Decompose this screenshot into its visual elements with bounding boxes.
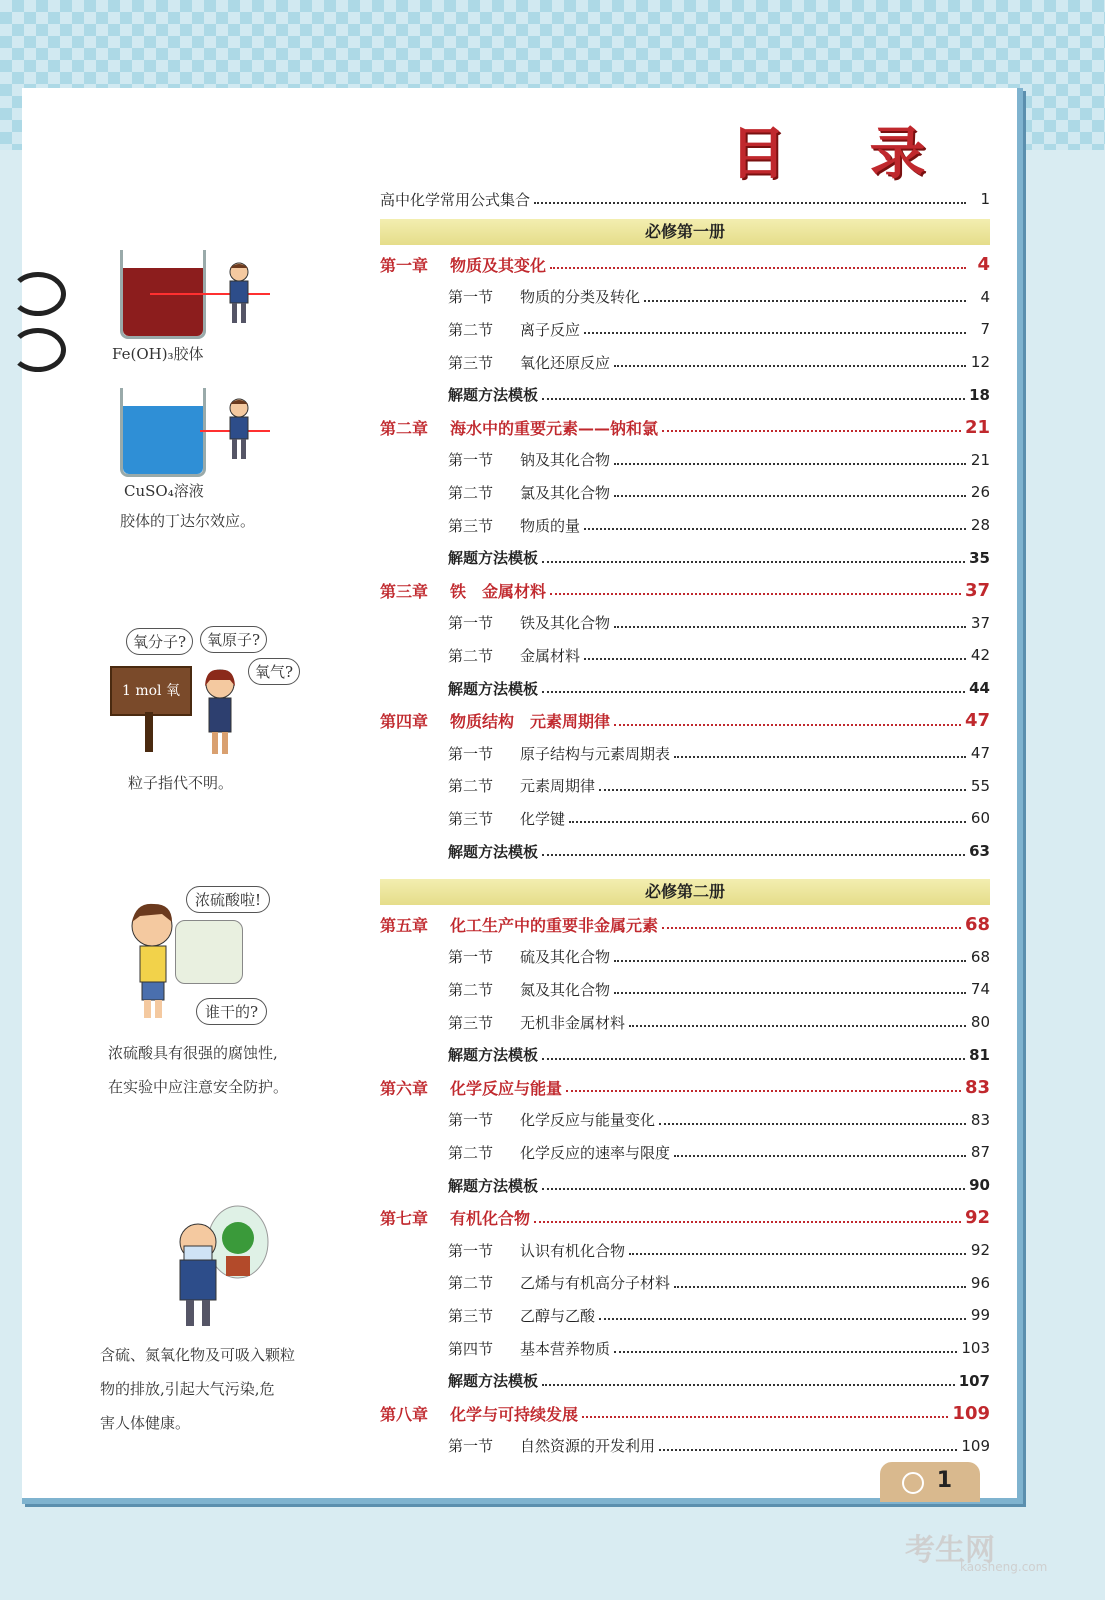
page-ref: 55 xyxy=(970,776,990,795)
section-title: 化学反应的速率与限度 xyxy=(520,1143,671,1162)
page-ref: 99 xyxy=(970,1306,990,1325)
toc-section xyxy=(380,512,990,538)
page-ref: 18 xyxy=(969,385,990,404)
toc-method xyxy=(380,1368,990,1394)
chapter-title: 化工生产中的重要非金属元素 xyxy=(450,915,659,935)
toc-section xyxy=(380,316,990,342)
section-title: 认识有机化合物 xyxy=(520,1241,626,1260)
section-title: 离子反应 xyxy=(520,320,581,339)
leader-dots xyxy=(569,821,966,823)
leader-dots xyxy=(542,398,965,400)
chapter-title: 物质结构 元素周期律 xyxy=(450,712,611,732)
beaker2-caption: CuSO₄溶液 xyxy=(124,482,204,500)
leader-dots xyxy=(614,463,966,465)
toc-section xyxy=(380,349,990,375)
leader-dots xyxy=(542,854,965,856)
toc-method xyxy=(380,545,990,571)
section-number: 第二节 xyxy=(448,980,494,999)
pollution-caption-line3: 害人体健康。 xyxy=(100,1414,191,1432)
section-number: 第一节 xyxy=(448,1241,494,1260)
chapter-title: 海水中的重要元素——钠和氯 xyxy=(450,418,659,438)
page-ref: 28 xyxy=(970,516,990,534)
chapter-title: 有机化合物 xyxy=(450,1209,531,1229)
toc-section xyxy=(380,447,990,473)
leader-dots xyxy=(566,1090,961,1092)
section-number: 第一节 xyxy=(448,288,494,307)
leader-dots xyxy=(542,1058,965,1060)
person-icon xyxy=(222,398,256,458)
toc-section-label xyxy=(448,449,610,470)
page-ref: 92 xyxy=(964,1207,990,1229)
leader-dots xyxy=(584,528,966,530)
toc-method xyxy=(380,382,990,408)
leader-dots xyxy=(584,658,966,660)
page-ref: 81 xyxy=(969,1045,990,1064)
leader-dots xyxy=(614,724,961,726)
section-number: 第一节 xyxy=(448,744,494,763)
page-ref: 4 xyxy=(977,253,990,275)
toc-chapter xyxy=(380,251,990,277)
speech-bubble: 谁干的? xyxy=(196,998,267,1025)
toc-section xyxy=(380,976,990,1002)
section-number: 第一节 xyxy=(448,1111,494,1130)
watermark-logo: 考生网 xyxy=(905,1533,995,1568)
binder-ring-icon xyxy=(10,328,66,372)
lab-coat-icon xyxy=(175,920,243,984)
section-title: 铁及其化合物 xyxy=(520,614,611,633)
toc-chapter-label xyxy=(380,253,546,276)
section-title: 物质的分类及转化 xyxy=(520,288,641,307)
section-number: 第二节 xyxy=(448,1143,494,1162)
page-ref: 21 xyxy=(970,450,990,469)
page-ref: 37 xyxy=(970,613,990,632)
speech-bubble: 浓硫酸啦! xyxy=(186,886,270,913)
leader-dots xyxy=(614,960,966,962)
section-number: 第一节 xyxy=(448,948,494,967)
page-ref: 74 xyxy=(970,980,990,999)
section-title: 基本营养物质 xyxy=(520,1339,611,1358)
entry-title: 高中化学常用公式集合 xyxy=(380,190,531,209)
leader-dots xyxy=(614,365,966,367)
chapter-number: 第八章 xyxy=(380,1404,429,1424)
toc-section xyxy=(380,610,990,636)
toc-chapter xyxy=(380,708,990,734)
toc-chapter-label xyxy=(380,709,610,732)
toc-section-label xyxy=(448,946,610,967)
particle-caption: 粒子指代不明。 xyxy=(128,774,234,792)
leader-dots xyxy=(542,1384,955,1386)
chapter-title: 物质及其变化 xyxy=(450,255,547,275)
section-title: 乙烯与有机高分子材料 xyxy=(520,1274,671,1293)
method-title: 解题方法模板 xyxy=(448,842,539,861)
beaker1-caption: Fe(OH)₃胶体 xyxy=(112,345,204,363)
toc-section xyxy=(380,479,990,505)
leader-dots xyxy=(614,992,966,994)
page-ref: 47 xyxy=(970,744,990,763)
swirl-icon xyxy=(902,1472,924,1494)
toc-section-label xyxy=(448,1305,595,1326)
leader-dots xyxy=(662,927,961,929)
girl-icon xyxy=(200,668,240,758)
leader-dots xyxy=(542,1188,965,1190)
leader-dots xyxy=(584,332,966,334)
section-title: 氯及其化合物 xyxy=(520,483,611,502)
page-ref: 68 xyxy=(970,947,990,966)
toc-chapter-label xyxy=(380,913,658,936)
section-number: 第一节 xyxy=(448,614,494,633)
leader-dots xyxy=(644,300,966,302)
section-number: 第一节 xyxy=(448,1437,494,1456)
toc-chapter xyxy=(380,577,990,603)
toc-section xyxy=(380,1139,990,1165)
page-ref: 35 xyxy=(969,548,990,567)
toc-section xyxy=(380,1302,990,1328)
section-number: 第三节 xyxy=(448,1306,494,1325)
page-ref: 92 xyxy=(970,1241,990,1260)
toc-chapter xyxy=(380,1074,990,1100)
pollution-caption-line2: 物的排放,引起大气污染,危 xyxy=(100,1380,275,1398)
toc-section-label xyxy=(448,1338,610,1359)
chapter-number: 第六章 xyxy=(380,1078,429,1098)
toc-method-label xyxy=(448,678,538,699)
speech-bubble: 氧分子? xyxy=(126,628,193,655)
toc-formula-entry-label xyxy=(380,189,530,210)
chapter-number: 第一章 xyxy=(380,255,429,275)
toc-section-label xyxy=(448,808,565,829)
toc-method-label xyxy=(448,1175,538,1196)
section-number: 第三节 xyxy=(448,516,494,535)
page-ref: 42 xyxy=(970,646,990,665)
acid-caption-line1: 浓硫酸具有很强的腐蚀性, xyxy=(108,1044,278,1062)
toc-section-label xyxy=(448,1012,625,1033)
page-ref: 21 xyxy=(964,416,990,438)
pollution-caption-line1: 含硫、氮氧化物及可吸入颗粒 xyxy=(100,1346,296,1364)
page-ref: 60 xyxy=(970,809,990,828)
page-ref: 90 xyxy=(969,1176,990,1194)
toc-method-label xyxy=(448,384,538,405)
section-title: 氧化还原反应 xyxy=(520,353,611,372)
chapter-number: 第二章 xyxy=(380,418,429,438)
toc-section-label xyxy=(448,1109,655,1130)
toc-method-label xyxy=(448,547,538,568)
toc-section-label xyxy=(448,1142,670,1163)
page-ref: 44 xyxy=(969,679,990,697)
toc-chapter-label xyxy=(380,1402,578,1425)
toc-section-label xyxy=(448,612,610,633)
page-ref: 83 xyxy=(970,1110,990,1129)
toc-section-label xyxy=(448,319,580,340)
toc-method-label xyxy=(448,1044,538,1065)
page-number: 1 xyxy=(936,1468,952,1493)
page-ref: 63 xyxy=(969,842,990,860)
toc-section xyxy=(380,1009,990,1035)
acid-caption-line2: 在实验中应注意安全防护。 xyxy=(108,1078,289,1096)
page-ref: 87 xyxy=(970,1143,990,1162)
leader-dots xyxy=(582,1416,948,1418)
section-number: 第二节 xyxy=(448,646,494,665)
toc-section-label xyxy=(448,1272,670,1293)
toc-chapter-label xyxy=(380,579,546,602)
leader-dots xyxy=(674,756,966,758)
section-number: 第三节 xyxy=(448,353,494,372)
toc-method xyxy=(380,1042,990,1068)
section-title: 化学反应与能量变化 xyxy=(520,1111,656,1130)
section-title: 原子结构与元素周期表 xyxy=(520,744,671,763)
toc-section xyxy=(380,1107,990,1133)
toc-section xyxy=(380,1335,990,1361)
leader-dots xyxy=(550,593,961,595)
section-title: 物质的量 xyxy=(520,516,581,535)
toc-method-label xyxy=(448,1370,538,1391)
toc-method xyxy=(380,1172,990,1198)
toc-section xyxy=(380,642,990,668)
leader-dots xyxy=(599,789,966,791)
toc-method-label xyxy=(448,841,538,862)
leader-dots xyxy=(659,1123,966,1125)
toc-section-label xyxy=(448,286,640,307)
page-ref: 37 xyxy=(964,579,990,601)
book-heading: 必修第一册 xyxy=(380,219,990,245)
toc-section-label xyxy=(448,482,610,503)
section-number: 第三节 xyxy=(448,809,494,828)
toc-formula-entry xyxy=(380,186,990,212)
leader-dots xyxy=(550,267,966,269)
method-title: 解题方法模板 xyxy=(448,1176,539,1195)
leader-dots xyxy=(674,1155,966,1157)
chapter-number: 第四章 xyxy=(380,712,429,732)
toc-section-label xyxy=(448,645,580,666)
page-ref: 80 xyxy=(970,1013,990,1031)
leader-dots xyxy=(534,1221,961,1223)
toc-chapter-label xyxy=(380,1076,562,1099)
page-ref: 47 xyxy=(964,710,990,732)
toc-section xyxy=(380,284,990,310)
section-title: 化学键 xyxy=(520,809,566,828)
toc-chapter-label xyxy=(380,1206,530,1229)
leader-dots xyxy=(614,1351,957,1353)
toc-section xyxy=(380,1237,990,1263)
page-ref: 103 xyxy=(961,1339,990,1357)
section-number: 第一节 xyxy=(448,451,494,470)
page-ref: 12 xyxy=(970,353,990,371)
section-number: 第三节 xyxy=(448,1013,494,1032)
leader-dots xyxy=(659,1449,957,1451)
toc-chapter-label xyxy=(380,416,658,439)
toc-section xyxy=(380,1270,990,1296)
sign-board: 1 mol 氧 xyxy=(110,666,192,716)
leader-dots xyxy=(534,202,966,204)
page-ref: 7 xyxy=(980,320,990,339)
page-number-tab xyxy=(880,1462,980,1502)
page-ref: 1 xyxy=(980,190,990,208)
toc-method xyxy=(380,675,990,701)
toc-chapter xyxy=(380,1400,990,1426)
section-title: 无机非金属材料 xyxy=(520,1013,626,1032)
toc-section xyxy=(380,944,990,970)
section-title: 金属材料 xyxy=(520,646,581,665)
beaker-icon xyxy=(120,388,206,477)
method-title: 解题方法模板 xyxy=(448,386,539,405)
toc-section-label xyxy=(448,775,595,796)
toc-section xyxy=(380,773,990,799)
toc-section-label xyxy=(448,979,610,1000)
book-heading: 必修第二册 xyxy=(380,879,990,905)
leader-dots xyxy=(662,430,961,432)
toc-section xyxy=(380,740,990,766)
leader-dots xyxy=(629,1253,966,1255)
method-title: 解题方法模板 xyxy=(448,1046,539,1065)
toc-chapter xyxy=(380,911,990,937)
section-title: 乙醇与乙酸 xyxy=(520,1306,596,1325)
method-title: 解题方法模板 xyxy=(448,1372,539,1391)
toc-chapter xyxy=(380,414,990,440)
section-title: 氮及其化合物 xyxy=(520,980,611,999)
section-title: 硫及其化合物 xyxy=(520,948,611,967)
leader-dots xyxy=(614,495,966,497)
toc-section-label xyxy=(448,1240,625,1261)
toc-section xyxy=(380,805,990,831)
toc-section-label xyxy=(448,743,670,764)
page-ref: 68 xyxy=(964,913,990,935)
toc-section xyxy=(380,1433,990,1459)
chapter-title: 铁 金属材料 xyxy=(450,581,547,601)
leader-dots xyxy=(629,1025,966,1027)
section-number: 第四节 xyxy=(448,1339,494,1358)
toc-chapter xyxy=(380,1205,990,1231)
page-ref: 4 xyxy=(980,287,990,306)
section-number: 第二节 xyxy=(448,320,494,339)
watermark-url: kaosheng.com xyxy=(960,1560,1048,1574)
section-number: 第二节 xyxy=(448,1274,494,1293)
section-title: 元素周期律 xyxy=(520,777,596,796)
speech-bubble: 氧气? xyxy=(248,658,300,685)
sign-post xyxy=(145,712,153,752)
leader-dots xyxy=(674,1286,966,1288)
chapter-number: 第五章 xyxy=(380,915,429,935)
page-ref: 83 xyxy=(964,1076,990,1098)
leader-dots xyxy=(599,1318,966,1320)
page-title: 目 录 xyxy=(730,121,958,187)
chapter-title: 化学反应与能量 xyxy=(450,1078,563,1098)
chapter-title: 化学与可持续发展 xyxy=(450,1404,579,1424)
leader-dots xyxy=(542,561,965,563)
page-ref: 109 xyxy=(961,1436,990,1455)
section-title: 自然资源的开发利用 xyxy=(520,1437,656,1456)
leader-dots xyxy=(614,626,966,628)
toc-section-label xyxy=(448,352,610,373)
page-ref: 96 xyxy=(970,1273,990,1292)
section-number: 第二节 xyxy=(448,483,494,502)
pollution-scene-icon xyxy=(138,1202,278,1332)
section-title: 钠及其化合物 xyxy=(520,451,611,470)
tyndall-caption: 胶体的丁达尔效应。 xyxy=(120,512,256,530)
section-number: 第二节 xyxy=(448,777,494,796)
leader-dots xyxy=(542,691,965,693)
method-title: 解题方法模板 xyxy=(448,679,539,698)
page-ref: 109 xyxy=(952,1402,990,1424)
chapter-number: 第七章 xyxy=(380,1209,429,1229)
person-icon xyxy=(222,262,256,322)
toc-method xyxy=(380,838,990,864)
toc-section-label xyxy=(448,515,580,536)
toc-section-label xyxy=(448,1435,655,1456)
speech-bubble: 氧原子? xyxy=(200,626,267,653)
page-ref: 107 xyxy=(958,1371,990,1390)
binder-ring-icon xyxy=(10,272,66,316)
page-ref: 26 xyxy=(970,483,990,502)
chapter-number: 第三章 xyxy=(380,581,429,601)
method-title: 解题方法模板 xyxy=(448,549,539,568)
